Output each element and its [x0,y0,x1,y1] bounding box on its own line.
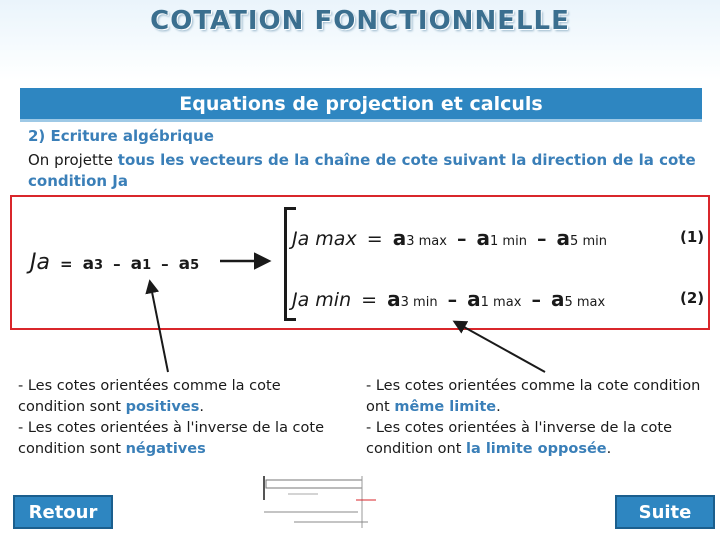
minus-sign: – [113,255,121,273]
section-heading: 2) Ecriture algébrique [28,127,214,145]
a3-letter: a [392,226,407,250]
equals-sign: = [59,255,73,273]
left-note-arrow [150,282,168,372]
note-right-line2: - Les cotes orientées à l'inverse de la cote condition ont [366,420,673,457]
note-left-period: . [199,399,204,415]
minus-sign: – [456,228,467,250]
a1-letter: a [467,287,481,311]
a5-letter: a [178,254,191,274]
negatives-highlight: négatives [125,441,206,457]
equals-sign: = [366,228,383,250]
a5-letter: a [550,287,565,311]
note-limits [366,376,716,460]
equals-sign: = [361,289,378,311]
a1-letter: a [130,254,143,274]
page-title: COTATION FONCTIONNELLE [150,6,570,36]
note-left-line2: - Les cotes orientées à l'inverse de la cote condition sont [18,420,325,457]
intro-prefix: On projette [28,151,118,169]
ja-max-label: Ja max [292,228,357,250]
a5-subscript: 5 [190,258,200,273]
note-left-line1: - Les cotes orientées comme la cote condition sont [18,378,281,415]
suite-button[interactable]: Suite [615,495,715,529]
a1-letter: a [476,226,491,250]
ja-symbol: Ja [30,250,50,275]
retour-button[interactable]: Retour [13,495,113,529]
positives-highlight: positives [125,399,200,415]
note-right-period: . [496,399,501,415]
note-right-line1: - Les cotes orientées comme la cote condition ont [366,378,701,415]
a5-letter: a [556,226,571,250]
a3-letter: a [82,254,95,274]
right-note-arrow [455,322,545,372]
a5-subscript: 5 min [570,234,607,249]
a1-subscript: 1 [142,258,152,273]
equation-number-1: (1) [680,228,705,246]
same-limit-highlight: même limite [394,399,497,415]
opposite-limit-highlight: la limite opposée [466,441,607,457]
a3-subscript: 3 max [406,234,447,249]
a5-subscript: 5 max [564,295,606,310]
technical-drawing-thumbnail [258,470,388,538]
intro-highlight: tous les vecteurs de la chaîne de cote suivant la direction de la cote condition Ja [28,151,696,190]
subtitle-text: Equations de projection et calculs [179,92,543,115]
a1-subscript: 1 max [480,295,522,310]
minus-sign: – [537,228,547,250]
ja-min-label: Ja min [292,289,352,311]
a3-subscript: 3 min [400,295,438,310]
minus-sign: – [531,289,541,311]
note-right-period: . [606,441,612,457]
equation-number-2: (2) [680,289,705,307]
part-outline [266,480,362,488]
note-signs [18,376,348,460]
a1-subscript: 1 min [490,234,527,249]
minus-sign: – [161,255,169,273]
a3-letter: a [387,287,401,311]
minus-sign: – [447,289,458,311]
a3-subscript: 3 [94,258,104,273]
